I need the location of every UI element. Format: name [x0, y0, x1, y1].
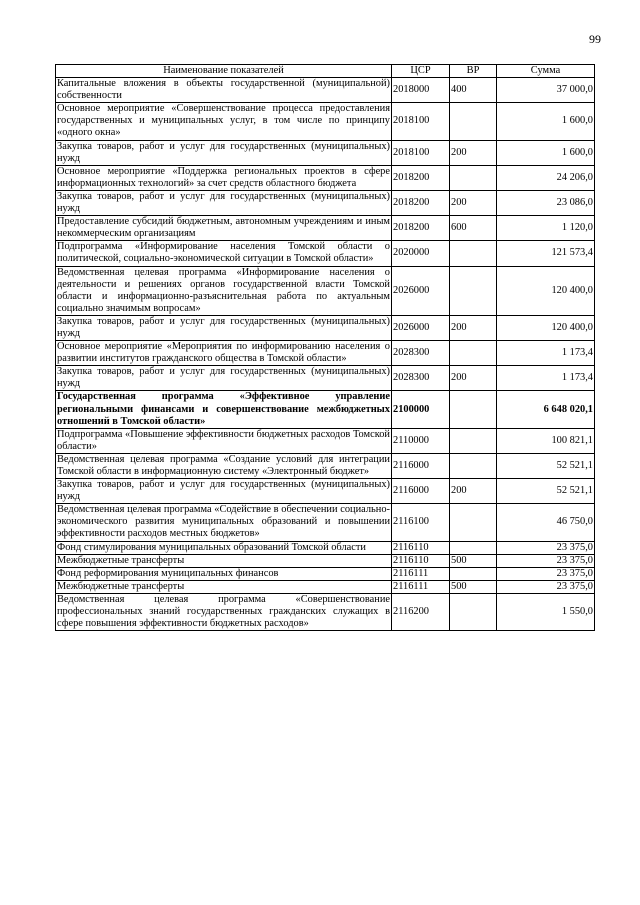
- row-name-cell: Предоставление субсидий бюджетным, автономным учреждениям и иным некоммерческим организациям: [57, 216, 390, 240]
- row-csr-cell: 2026000: [392, 266, 450, 315]
- row-csr-cell: 2018100: [392, 140, 450, 165]
- row-csr-cell: 2028300: [392, 341, 450, 366]
- header-name: Наименование показателей: [56, 65, 392, 78]
- row-sum-cell: 6 648 020,1: [497, 391, 595, 428]
- table-row: [56, 341, 595, 366]
- row-csr-cell: 2116200: [392, 593, 450, 630]
- table-header-row: [56, 65, 595, 78]
- row-sum-cell: 100 821,1: [497, 428, 595, 453]
- row-csr-cell: 2018200: [392, 190, 450, 215]
- table-row: [56, 103, 595, 140]
- row-csr-cell: 2026000: [392, 315, 450, 340]
- row-sum-cell: 52 521,1: [497, 479, 595, 504]
- header-sum: Сумма: [497, 65, 595, 78]
- row-vr-cell: 200: [450, 479, 497, 504]
- row-sum-cell: 1 600,0: [497, 103, 595, 140]
- header-csr: ЦСР: [392, 65, 450, 78]
- row-vr-cell: 200: [450, 366, 497, 391]
- row-sum-cell: 23 375,0: [497, 541, 595, 554]
- row-vr-cell: [450, 541, 497, 554]
- row-csr-cell: 2100000: [392, 391, 450, 428]
- row-csr-cell: 2116110: [392, 554, 450, 567]
- row-csr-cell: 2116000: [392, 453, 450, 478]
- row-csr-cell: 2116110: [392, 541, 450, 554]
- row-name-cell: Государственная программа «Эффективное управление региональными финансами и совершенствование межбюджетных отношений в Томской области»: [57, 391, 390, 427]
- row-name-cell: Закупка товаров, работ и услуг для государственных (муниципальных) нужд: [57, 366, 390, 390]
- table-row: [56, 216, 595, 241]
- row-sum-cell: 52 521,1: [497, 453, 595, 478]
- row-vr-cell: [450, 593, 497, 630]
- row-name-cell: Закупка товаров, работ и услуг для государственных (муниципальных) нужд: [57, 479, 390, 503]
- row-vr-cell: [450, 567, 497, 580]
- row-sum-cell: 1 173,4: [497, 341, 595, 366]
- row-name-cell: Подпрограмма «Повышение эффективности бюджетных расходов Томской области»: [57, 428, 390, 452]
- row-vr-cell: 400: [450, 78, 497, 103]
- row-csr-cell: 2018200: [392, 165, 450, 190]
- row-name-cell: Капитальные вложения в объекты государственной (муниципальной) собственности: [57, 78, 390, 102]
- row-sum-cell: 46 750,0: [497, 504, 595, 541]
- table-row: [56, 391, 595, 428]
- row-csr-cell: 2018000: [392, 78, 450, 103]
- row-sum-cell: 120 400,0: [497, 315, 595, 340]
- row-sum-cell: 121 573,4: [497, 241, 595, 266]
- row-csr-cell: 2116111: [392, 580, 450, 593]
- table-row: [56, 554, 595, 567]
- page-number: 99: [589, 32, 601, 46]
- row-csr-cell: 2110000: [392, 428, 450, 453]
- row-name-cell: Закупка товаров, работ и услуг для государственных (муниципальных) нужд: [57, 190, 390, 215]
- row-vr-cell: [450, 165, 497, 190]
- row-name-cell: Ведомственная целевая программа «Информирование населения о деятельности и решениях органов государственной власти Томской области и информационно-разъяснительная работа по актуальным социально значимым вопросам»: [57, 266, 390, 314]
- row-name-cell: Основное мероприятие «Поддержка региональных проектов в сфере информационных технологий» за счет средств областного бюджета: [57, 165, 390, 189]
- row-vr-cell: [450, 428, 497, 453]
- row-name-cell: Фонд стимулирования муниципальных образований Томской области: [56, 541, 392, 554]
- table-row: [56, 541, 595, 554]
- table-row: [56, 580, 595, 593]
- header-vr: ВР: [450, 65, 497, 78]
- row-csr-cell: 2116111: [392, 567, 450, 580]
- row-name-cell: Основное мероприятие «Совершенствование процесса предоставления государственных и муниципальных услуг, в том числе по принципу «одного окна»: [57, 103, 390, 139]
- table-row: [56, 593, 595, 630]
- table-row: [56, 241, 595, 266]
- row-csr-cell: 2116000: [392, 479, 450, 504]
- table-row: [56, 479, 595, 504]
- row-sum-cell: 1 550,0: [497, 593, 595, 630]
- table-row: [56, 266, 595, 315]
- row-name-cell: Закупка товаров, работ и услуг для государственных (муниципальных) нужд: [57, 315, 390, 339]
- row-name-cell: Ведомственная целевая программа «Содействие в обеспечении социально-экономического развития муниципальных образований и повышении эффективности расходов местных бюджетов»: [57, 504, 390, 540]
- row-sum-cell: 1 600,0: [497, 140, 595, 165]
- row-vr-cell: 200: [450, 315, 497, 340]
- table-row: [56, 78, 595, 103]
- table-row: [56, 453, 595, 478]
- row-name-cell: Подпрограмма «Информирование населения Томской области о политической, социально-экономической ситуации в Томской области»: [57, 241, 390, 265]
- row-csr-cell: 2028300: [392, 366, 450, 391]
- row-name-cell: Ведомственная целевая программа «Создание условий для интеграции Томской области в информационную систему «Электронный бюджет»: [57, 453, 390, 477]
- row-sum-cell: 23 375,0: [497, 580, 595, 593]
- row-vr-cell: [450, 266, 497, 315]
- row-name-cell: Фонд реформирования муниципальных финансов: [56, 567, 392, 580]
- row-name-cell: Межбюджетные трансферты: [56, 580, 392, 593]
- row-sum-cell: 1 120,0: [497, 216, 595, 241]
- table-row: [56, 165, 595, 190]
- row-name-cell: Межбюджетные трансферты: [56, 554, 392, 567]
- row-vr-cell: [450, 103, 497, 140]
- row-sum-cell: 24 206,0: [497, 165, 595, 190]
- row-vr-cell: [450, 453, 497, 478]
- row-vr-cell: [450, 341, 497, 366]
- row-sum-cell: 1 173,4: [497, 366, 595, 391]
- row-csr-cell: 2116100: [392, 504, 450, 541]
- table-row: [56, 140, 595, 165]
- row-vr-cell: 200: [450, 190, 497, 215]
- table-row: [56, 567, 595, 580]
- row-name-cell: Закупка товаров, работ и услуг для государственных (муниципальных) нужд: [57, 140, 390, 164]
- row-sum-cell: 23 375,0: [497, 567, 595, 580]
- row-name-cell: Ведомственная целевая программа «Совершенствование профессиональных знаний государственных гражданских служащих в сфере повышения эффективности бюджетных расходов»: [57, 593, 390, 630]
- row-vr-cell: [450, 241, 497, 266]
- row-vr-cell: 500: [450, 554, 497, 567]
- row-csr-cell: 2018200: [392, 216, 450, 241]
- table-body: [56, 78, 595, 631]
- row-vr-cell: 200: [450, 140, 497, 165]
- budget-table: [55, 64, 595, 631]
- row-sum-cell: 23 375,0: [497, 554, 595, 567]
- row-csr-cell: 2020000: [392, 241, 450, 266]
- row-name-cell: Основное мероприятие «Мероприятия по информированию населения о развитии институтов гражданского общества в Томской области»: [57, 341, 390, 365]
- table-row: [56, 190, 595, 215]
- row-vr-cell: 500: [450, 580, 497, 593]
- row-sum-cell: 120 400,0: [497, 266, 595, 315]
- row-sum-cell: 37 000,0: [497, 78, 595, 103]
- table-row: [56, 315, 595, 340]
- row-vr-cell: 600: [450, 216, 497, 241]
- table-row: [56, 504, 595, 541]
- row-sum-cell: 23 086,0: [497, 190, 595, 215]
- row-csr-cell: 2018100: [392, 103, 450, 140]
- row-vr-cell: [450, 504, 497, 541]
- table-row: [56, 366, 595, 391]
- table-row: [56, 428, 595, 453]
- row-vr-cell: [450, 391, 497, 428]
